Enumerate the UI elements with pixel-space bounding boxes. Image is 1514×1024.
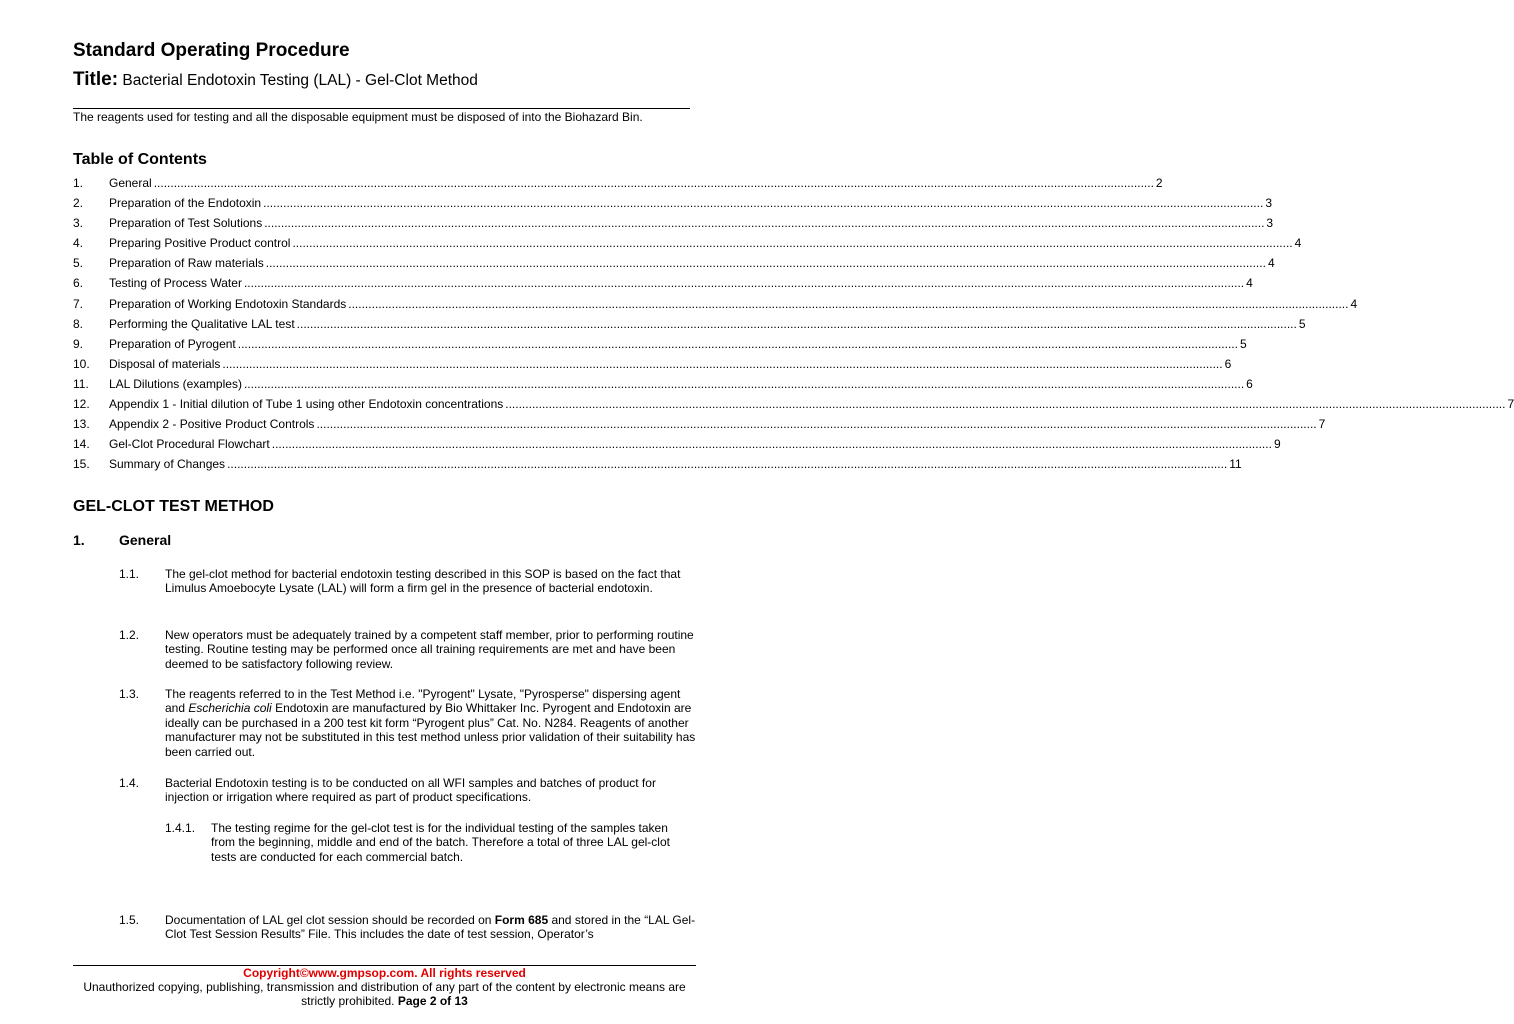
toc-entry[interactable]: [73, 376, 1253, 397]
toc-entry-title[interactable]: Testing of Process Water: [109, 276, 242, 291]
paragraph-text: Bacterial Endotoxin testing is to be conducted on all WFI samples and batches of product for injection or irrigation where required as part of product specifications.: [165, 776, 656, 805]
toc-entry-number: 1.: [73, 176, 84, 190]
toc-entry-number: 11.: [73, 376, 89, 391]
usage-notice: [73, 980, 696, 1008]
toc-entry-number: 7.: [73, 296, 84, 311]
copyright-notice: Copyright©www.gmpsop.com. All rights reserved: [243, 966, 526, 980]
toc-entry[interactable]: [73, 316, 1306, 337]
toc-dot-leader: ............................................................................................................................................................................................................................................................................................................: [505, 397, 1506, 412]
paragraph-number: 1.4.1.: [165, 821, 196, 835]
toc-entry-number: 13.: [73, 417, 90, 432]
toc-dot-leader: ............................................................................................................................................................................................................................................................................................................: [222, 356, 1223, 371]
toc-entry-page: 5: [1239, 336, 1247, 351]
toc-entry-page: 7: [1318, 417, 1326, 432]
paragraph-text: The gel-clot method for bacterial endotoxin testing described in this SOP is based on the fact that Limulus Amoebocyte Lysate (LAL) will form a firm gel in the presence of bacterial endotoxin.: [165, 567, 681, 596]
toc-dot-leader: ............................................................................................................................................................................................................................................................................................................: [243, 376, 1245, 391]
footer: [73, 966, 696, 1008]
page-number: Page 2 of 13: [397, 994, 468, 1008]
toc-entry-number: 6.: [73, 276, 84, 291]
toc-entry-title[interactable]: Preparation of Raw materials: [109, 256, 264, 271]
toc-entry[interactable]: [73, 276, 1253, 296]
toc-dot-leader: ............................................................................................................................................................................................................................................................................................................: [271, 437, 1272, 452]
toc-entry[interactable]: [73, 336, 1247, 357]
toc-entry-page: 4: [1350, 296, 1358, 311]
toc-entry[interactable]: [73, 256, 1275, 276]
toc-entry[interactable]: [73, 236, 1302, 256]
toc-entry-number: 10.: [73, 356, 90, 371]
paragraph-number: 1.4.: [119, 776, 140, 790]
toc-dot-leader: ............................................................................................................................................................................................................................................................................................................: [316, 417, 1317, 432]
toc-dot-leader: ............................................................................................................................................................................................................................................................................................................: [153, 176, 1154, 190]
toc-entry-title[interactable]: Disposal of materials: [109, 356, 221, 371]
toc-entry[interactable]: [73, 356, 1232, 377]
header-divider: [73, 108, 690, 109]
toc-entry[interactable]: [73, 437, 1281, 457]
toc-entry-number: 2.: [73, 196, 84, 211]
section-heading-general: [73, 532, 171, 548]
paragraph-text: [165, 687, 700, 759]
disposal-note: The reagents used for testing and all the disposable equipment must be disposed of into the Biohazard Bin.: [73, 110, 643, 124]
toc-entry-page: 9: [1273, 437, 1281, 452]
sop-title: Standard Operating Procedure: [73, 40, 350, 61]
species-name: Escherichia coli: [188, 701, 272, 716]
toc-entry[interactable]: [73, 216, 1274, 236]
paragraph-text-part: The reagents referred to in the Test Method i.e. "Pyrogent" Lysate, "Pyrosperse" dispersing agent and: [165, 687, 681, 716]
toc-entry-page: 11: [1229, 457, 1242, 472]
toc-heading: Table of Contents: [73, 151, 207, 168]
paragraph-number: 1.1.: [119, 567, 140, 581]
title-text: Bacterial Endotoxin Testing (LAL) - Gel-Clot Method: [118, 72, 478, 89]
toc-entry-page: 2: [1155, 176, 1163, 190]
toc-dot-leader: ............................................................................................................................................................................................................................................................................................................: [264, 216, 1265, 231]
toc-entry-number: 5.: [73, 256, 84, 271]
paragraph-text-part: Endotoxin are manufactured by Bio Whittaker Inc. Pyrogent and Endotoxin are ideally can be purchased in a 200 test kit form “Pyrogent plus” Cat. No. N284. Reagents of another manufacturer may not be substituted in this test method unless prior validation of their suitability has been carried out.: [165, 701, 696, 759]
toc-dot-leader: ............................................................................................................................................................................................................................................................................................................: [296, 316, 1297, 331]
form-reference: Form 685: [494, 913, 549, 927]
toc-entry-title[interactable]: Preparation of Working Endotoxin Standards: [109, 296, 347, 311]
toc-entry-page: 4: [1294, 236, 1302, 251]
toc-dot-leader: ............................................................................................................................................................................................................................................................................................................: [243, 276, 1245, 291]
section-title: General: [119, 532, 172, 548]
toc-entry-number: 8.: [73, 316, 84, 331]
toc-entry-page: 3: [1265, 196, 1272, 211]
toc-entry-number: 14.: [73, 437, 90, 452]
toc-entry-number: 12.: [73, 397, 90, 412]
toc-entry-title[interactable]: Appendix 2 - Positive Product Controls: [109, 417, 315, 432]
toc-entry-number: 9.: [73, 336, 84, 351]
toc-entry-title[interactable]: Preparation of the Endotoxin: [109, 196, 262, 211]
toc-entry-number: 4.: [73, 236, 84, 251]
toc-entry-page: 5: [1298, 316, 1306, 331]
paragraph-number: 1.2.: [119, 628, 140, 642]
toc-entry[interactable]: [73, 417, 1326, 437]
toc-entry-title[interactable]: Preparing Positive Product control: [109, 236, 291, 251]
toc-entry-title[interactable]: General: [109, 176, 152, 190]
table-of-contents: [73, 176, 1514, 477]
toc-entry[interactable]: [73, 397, 1514, 417]
paragraph-text-part: Documentation of LAL gel clot session should be recorded on: [165, 913, 495, 927]
toc-dot-leader: ............................................................................................................................................................................................................................................................................................................: [348, 296, 1349, 311]
paragraph-number: 1.3.: [119, 687, 140, 701]
toc-entry[interactable]: [73, 296, 1358, 317]
toc-entry-number: 3.: [73, 216, 84, 231]
toc-entry-title[interactable]: Performing the Qualitative LAL test: [109, 316, 295, 331]
usage-notice-text: Unauthorized copying, publishing, transmission and distribution of any part of the content by electronic means are strictly prohibited.: [83, 980, 686, 1008]
toc-dot-leader: ............................................................................................................................................................................................................................................................................................................: [292, 236, 1293, 251]
toc-entry-title[interactable]: LAL Dilutions (examples): [109, 376, 242, 391]
toc-entry[interactable]: [73, 457, 1242, 477]
toc-entry-title[interactable]: Preparation of Test Solutions: [109, 216, 263, 231]
document-title: [73, 69, 478, 91]
toc-entry-page: 4: [1267, 256, 1275, 271]
paragraph-text: The testing regime for the gel-clot test is for the individual testing of the samples taken from the beginning, middle and end of the batch. Therefore a total of three LAL gel-clot tests are conducted for each commercial batch.: [211, 821, 670, 864]
toc-entry-title[interactable]: Summary of Changes: [109, 457, 226, 472]
toc-dot-leader: ............................................................................................................................................................................................................................................................................................................: [265, 256, 1266, 271]
toc-entry-title[interactable]: Preparation of Pyrogent: [109, 336, 236, 351]
toc-entry-page: 4: [1246, 276, 1253, 291]
title-label: Title:: [73, 69, 119, 90]
method-heading: GEL-CLOT TEST METHOD: [73, 498, 274, 515]
toc-entry-page: 6: [1224, 356, 1232, 371]
paragraph-text: [165, 913, 700, 942]
paragraph-text: New operators must be adequately trained by a competent staff member, prior to performing routine testing. Routine testing may be performed once all training requirements are met and have been deemed to be satisfactory following review.: [165, 628, 694, 671]
toc-dot-leader: ............................................................................................................................................................................................................................................................................................................: [237, 336, 1238, 351]
toc-dot-leader: ............................................................................................................................................................................................................................................................................................................: [227, 457, 1228, 472]
toc-entry-page: 6: [1246, 376, 1253, 391]
toc-dot-leader: ............................................................................................................................................................................................................................................................................................................: [263, 196, 1264, 211]
paragraph-number: 1.5.: [119, 913, 140, 927]
toc-entry-title[interactable]: Appendix 1 - Initial dilution of Tube 1 using other Endotoxin concentrations: [109, 397, 504, 412]
toc-entry-page: 7: [1507, 397, 1514, 412]
toc-entry-number: 15.: [73, 457, 90, 472]
paragraph-text-part: and stored in the “LAL Gel-Clot Test Session Results” File. This includes the date of test session, Operator’s: [165, 913, 696, 942]
toc-entry-title[interactable]: Gel-Clot Procedural Flowchart: [109, 437, 270, 452]
section-number: 1.: [73, 532, 85, 548]
toc-entry[interactable]: [73, 196, 1272, 216]
toc-entry-page: 3: [1266, 216, 1274, 231]
toc-entry[interactable]: [73, 176, 1163, 196]
